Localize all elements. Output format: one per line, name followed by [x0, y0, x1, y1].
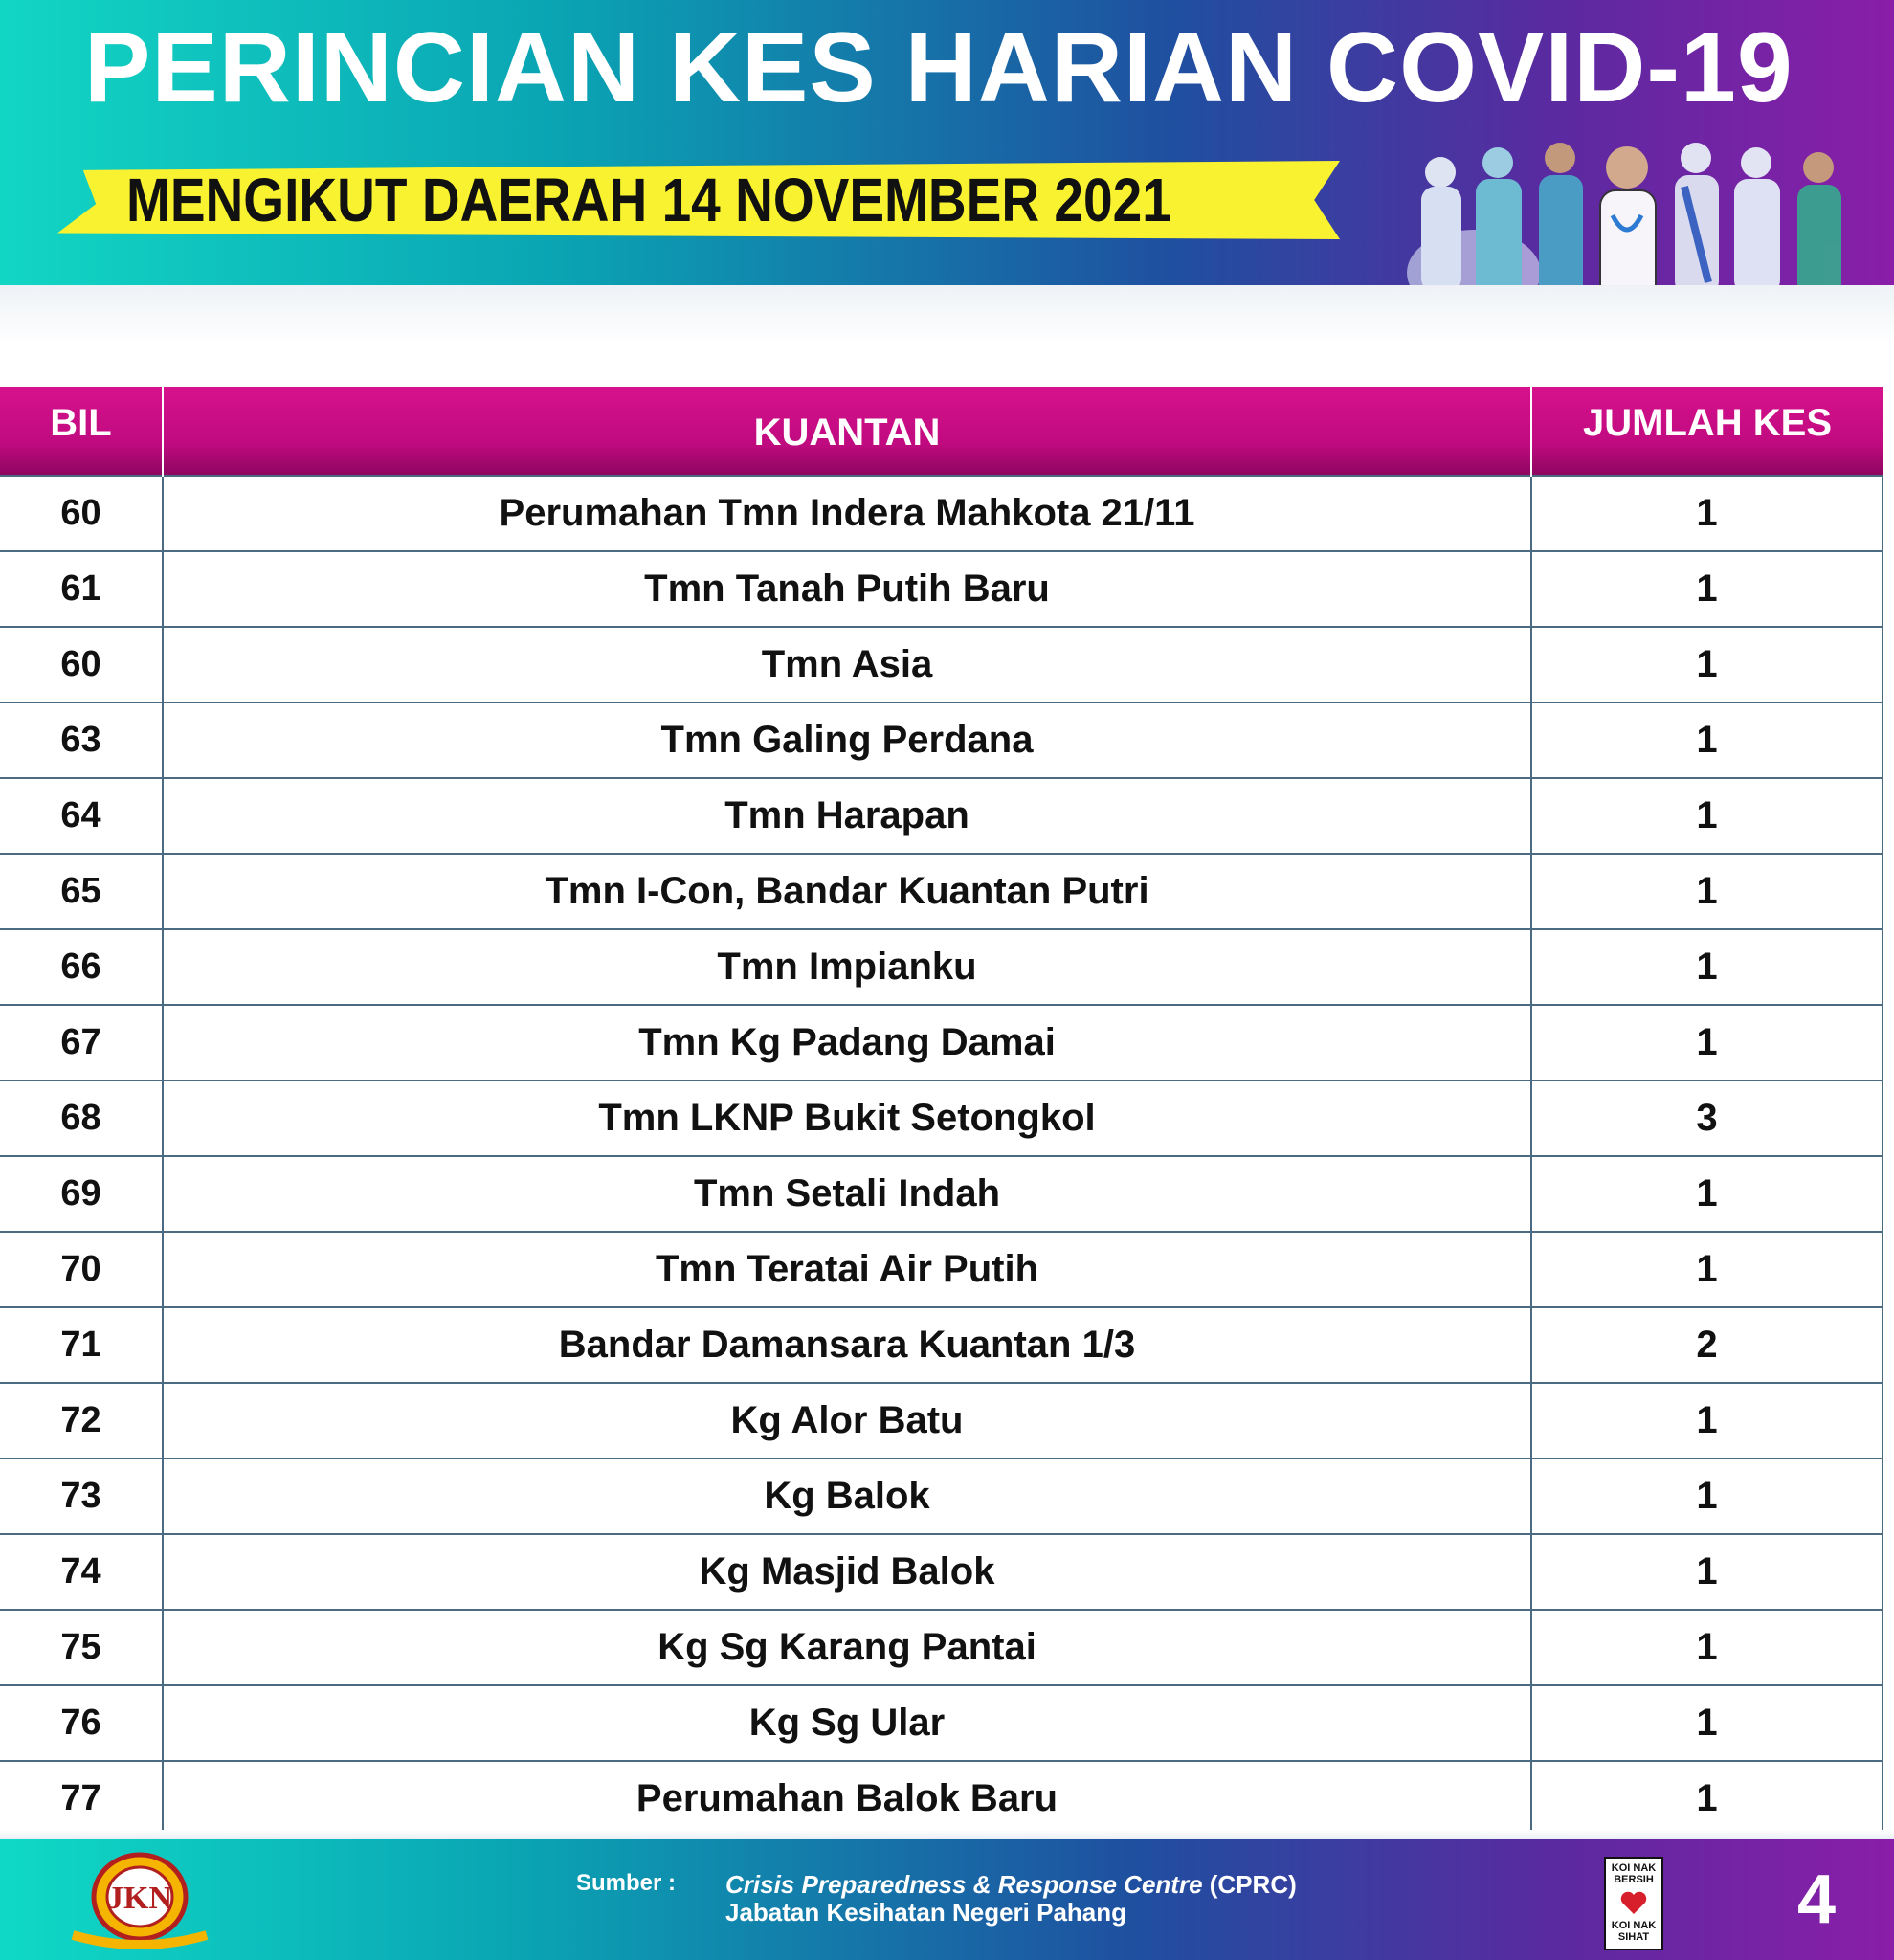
table-row — [0, 627, 1883, 702]
row-number: 72 — [0, 1383, 163, 1459]
table-row — [0, 1383, 1883, 1459]
table-row — [0, 1610, 1883, 1685]
row-area: Tmn Galing Perdana — [163, 702, 1531, 778]
row-cases: 1 — [1531, 476, 1883, 551]
row-number: 60 — [0, 627, 163, 702]
row-number: 61 — [0, 551, 163, 627]
row-area: Tmn Kg Padang Damai — [163, 1005, 1531, 1080]
row-cases: 1 — [1531, 1761, 1883, 1837]
row-area: Perumahan Tmn Indera Mahkota 21/11 — [163, 476, 1531, 551]
row-number: 71 — [0, 1307, 163, 1383]
column-header-total-cases: JUMLAH KES — [1531, 387, 1883, 476]
row-area: Bandar Damansara Kuantan 1/3 — [163, 1307, 1531, 1383]
footer-divider — [0, 1830, 1894, 1839]
table-row — [0, 1307, 1883, 1383]
row-cases: 2 — [1531, 1307, 1883, 1383]
row-number: 63 — [0, 702, 163, 778]
row-number: 67 — [0, 1005, 163, 1080]
source-organization-name: Crisis Preparedness & Response Centre — [725, 1870, 1203, 1899]
row-area: Kg Sg Ular — [163, 1685, 1531, 1761]
row-cases: 1 — [1531, 1459, 1883, 1534]
row-number: 74 — [0, 1534, 163, 1610]
table-row — [0, 1685, 1883, 1761]
source-organization — [725, 1870, 1297, 1900]
row-cases: 1 — [1531, 854, 1883, 929]
page-number: 4 — [1796, 1861, 1837, 1938]
row-number: 76 — [0, 1685, 163, 1761]
row-cases: 1 — [1531, 1156, 1883, 1232]
row-number: 77 — [0, 1761, 163, 1837]
page-title: PERINCIAN KES HARIAN COVID-19 — [84, 12, 1794, 123]
table-row — [0, 854, 1883, 929]
heart-icon — [1619, 1889, 1648, 1916]
row-cases: 1 — [1531, 1685, 1883, 1761]
row-cases: 1 — [1531, 1383, 1883, 1459]
table-row — [0, 1080, 1883, 1156]
row-number: 73 — [0, 1459, 163, 1534]
row-area: Tmn Impianku — [163, 929, 1531, 1005]
table-row — [0, 476, 1883, 551]
row-area: Tmn Harapan — [163, 778, 1531, 854]
row-area: Tmn LKNP Bukit Setongkol — [163, 1080, 1531, 1156]
row-number: 60 — [0, 476, 163, 551]
cases-table — [0, 387, 1883, 1838]
column-header-bil: BIL — [0, 387, 163, 476]
row-cases: 1 — [1531, 1005, 1883, 1080]
page-subtitle: MENGIKUT DAERAH 14 NOVEMBER 2021 — [126, 166, 1171, 234]
header-fade — [0, 285, 1894, 343]
table-row — [0, 778, 1883, 854]
row-number: 75 — [0, 1610, 163, 1685]
table-row — [0, 702, 1883, 778]
badge-top-text: KOI NAK BERSIH — [1611, 1862, 1657, 1885]
logo-text: JKN — [107, 1881, 172, 1916]
column-header-district: KUANTAN — [163, 387, 1531, 476]
row-number: 70 — [0, 1232, 163, 1307]
row-cases: 1 — [1531, 627, 1883, 702]
header-banner — [0, 0, 1894, 285]
row-number: 65 — [0, 854, 163, 929]
row-cases: 1 — [1531, 778, 1883, 854]
row-area: Tmn I-Con, Bandar Kuantan Putri — [163, 854, 1531, 929]
row-area: Kg Alor Batu — [163, 1383, 1531, 1459]
row-area: Kg Balok — [163, 1459, 1531, 1534]
table-row — [0, 1534, 1883, 1610]
koi-nak-bersih-badge — [1604, 1857, 1663, 1950]
row-cases: 1 — [1531, 551, 1883, 627]
source-organization-abbr: (CPRC) — [1202, 1870, 1297, 1899]
row-area: Perumahan Balok Baru — [163, 1761, 1531, 1837]
row-cases: 1 — [1531, 1534, 1883, 1610]
table-row — [0, 1761, 1883, 1837]
table-row — [0, 551, 1883, 627]
row-area: Tmn Setali Indah — [163, 1156, 1531, 1232]
jkn-pahang-logo — [54, 1847, 226, 1952]
table-row — [0, 929, 1883, 1005]
table-header-row — [0, 387, 1883, 476]
table-row — [0, 1156, 1883, 1232]
row-cases: 1 — [1531, 929, 1883, 1005]
row-cases: 1 — [1531, 1610, 1883, 1685]
table-row — [0, 1005, 1883, 1080]
source-label: Sumber : — [576, 1870, 677, 1896]
row-area: Kg Masjid Balok — [163, 1534, 1531, 1610]
badge-bottom-text: KOI NAK SIHAT — [1611, 1920, 1657, 1943]
row-area: Kg Sg Karang Pantai — [163, 1610, 1531, 1685]
row-number: 69 — [0, 1156, 163, 1232]
row-number: 68 — [0, 1080, 163, 1156]
row-cases: 1 — [1531, 702, 1883, 778]
row-area: Tmn Teratai Air Putih — [163, 1232, 1531, 1307]
table-row — [0, 1459, 1883, 1534]
table-row — [0, 1232, 1883, 1307]
source-department: Jabatan Kesihatan Negeri Pahang — [725, 1898, 1127, 1927]
row-number: 64 — [0, 778, 163, 854]
row-cases: 1 — [1531, 1232, 1883, 1307]
row-area: Tmn Asia — [163, 627, 1531, 702]
row-area: Tmn Tanah Putih Baru — [163, 551, 1531, 627]
row-cases: 3 — [1531, 1080, 1883, 1156]
row-number: 66 — [0, 929, 163, 1005]
